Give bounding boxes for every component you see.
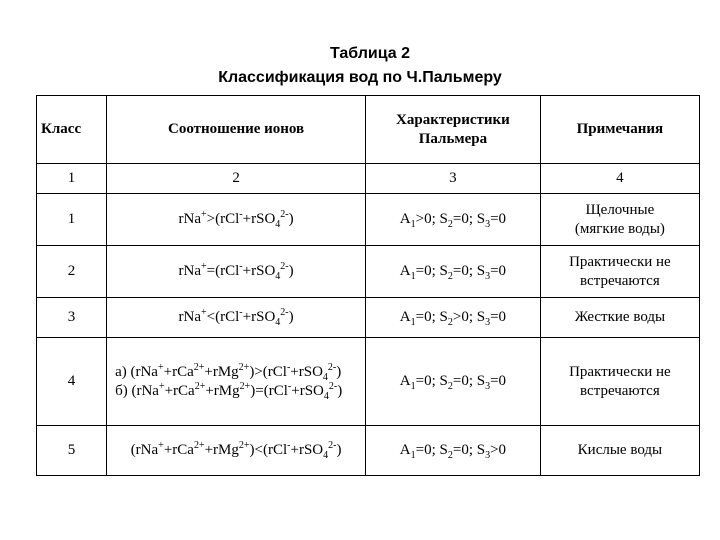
col-number-3: 3: [366, 164, 541, 194]
table-row: [37, 246, 700, 298]
column-number-row: [37, 164, 700, 194]
palmer-cell: $A_1=0$; $S_2=0$; $S_3>0$: [366, 426, 541, 476]
note-cell: [540, 194, 699, 246]
ion-ratio-cell: [107, 338, 366, 426]
class-cell: 1: [37, 194, 107, 246]
col-number-2: 2: [107, 164, 366, 194]
palmer-classification-table: [36, 95, 700, 476]
palmer-cell: $A_1>0$; $S_2=0$; $S_3=0$: [366, 194, 541, 246]
table-row: [37, 194, 700, 246]
note-line1: Практически не: [569, 363, 671, 380]
header-palmer-line2: Пальмера: [418, 130, 488, 147]
col-number-4: 4: [540, 164, 699, 194]
note-line1: Щелочные: [585, 201, 655, 218]
ion-ratio-cell: (rNa++rCa$^{2+}$+rMg$^{2+}$)<(rCl-+rSO$_4^{2-}$): [107, 426, 366, 476]
class-cell: 4: [37, 338, 107, 426]
table-row: [37, 426, 700, 476]
table-caption-title: Классификация вод по Ч.Пальмеру: [218, 69, 502, 86]
header-palmer-characteristics: [366, 96, 541, 164]
class-cell: 2: [37, 246, 107, 298]
table-caption-number: Таблица 2: [329, 45, 411, 62]
ion-ratio-cell: rNa+<(rCl-+rSO$_4^{2-}$): [107, 298, 366, 338]
note-line2: встречаются: [580, 272, 660, 289]
header-ion-ratio: Соотношение ионов: [107, 96, 366, 164]
note-line2: встречаются: [580, 382, 660, 399]
note-cell: Кислые воды: [540, 426, 699, 476]
header-notes: Примечания: [540, 96, 699, 164]
header-class: Класс: [37, 96, 107, 164]
header-row: [37, 96, 700, 164]
palmer-cell: $A_1=0$; $S_2>0$; $S_3=0$: [366, 298, 541, 338]
note-cell: [540, 246, 699, 298]
palmer-cell: $A_1=0$; $S_2=0$; $S_3=0$: [366, 246, 541, 298]
ion-ratio-cell: rNa+=(rCl-+rSO$_4^{2-}$): [107, 246, 366, 298]
formula-line-b: б) (rNa++rCa$^{2+}$+rMg$^{2+}$)=(rCl-+rSO$_4^{2-}$): [115, 380, 343, 402]
note-cell: Жесткие воды: [540, 298, 699, 338]
formula-line-a: а) (rNa++rCa$^{2+}$+rMg$^{2+}$)>(rCl-+rSO$_4^{2-}$): [115, 361, 342, 383]
note-cell: [540, 338, 699, 426]
palmer-cell: $A_1=0$; $S_2=0$; $S_3=0$: [366, 338, 541, 426]
ion-ratio-cell: rNa+>(rCl-+rSO$_4^{2-}$): [107, 194, 366, 246]
table-row: [37, 298, 700, 338]
table-row: [37, 338, 700, 426]
class-cell: 5: [37, 426, 107, 476]
note-line2: (мягкие воды): [574, 220, 665, 237]
header-palmer-line1: Характеристики: [396, 111, 510, 128]
col-number-1: 1: [37, 164, 107, 194]
class-cell: 3: [37, 298, 107, 338]
note-line1: Практически не: [569, 253, 671, 270]
